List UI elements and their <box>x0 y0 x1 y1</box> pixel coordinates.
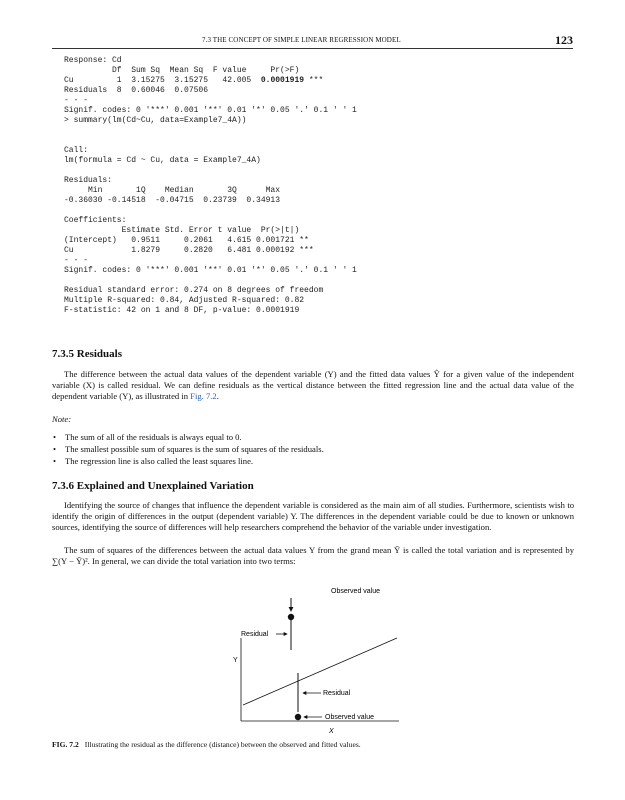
code-line: Residual standard error: 0.274 on 8 degrees of freedom <box>64 286 324 295</box>
code-line: (Intercept) 0.9511 0.2061 4.615 0.001721 ** <box>64 236 309 245</box>
code-line: Coefficients: <box>64 216 127 225</box>
observed-point-top <box>288 614 294 620</box>
axis-y-label: Y <box>233 657 238 664</box>
label-observed-value-top: Observed value <box>331 588 381 595</box>
label-observed-value-bottom: Observed value <box>325 714 375 721</box>
running-header <box>52 33 573 47</box>
code-line: F-statistic: 42 on 1 and 8 DF, p-value: 0.0001919 <box>64 306 300 315</box>
paragraph-variation-2: The sum of squares of the differences between the actual data values Y from the grand mean Ȳ is called the total variation and is represented by ∑(Y − Ȳ)². In general, we can divide the total variation into two terms: <box>52 545 574 566</box>
code-line: Residuals: <box>64 176 113 185</box>
list-item: • The regression line is also called the least squares line. <box>52 455 324 467</box>
list-item: • The smallest possible sum of squares is the sum of squares of the residuals. <box>52 443 324 455</box>
caption-text: Illustrating the residual as the difference (distance) between the observed and fitted values. <box>84 740 361 749</box>
code-line: lm(formula = Cd ~ Cu, data = Example7_4A) <box>64 156 261 165</box>
code-line: Signif. codes: 0 '***' 0.001 '**' 0.01 '*' 0.05 '.' 0.1 ' ' 1 <box>64 266 357 275</box>
regression-line <box>243 638 397 705</box>
running-title: 7.3 THE CONCEPT OF SIMPLE LINEAR REGRESSION MODEL <box>202 36 401 44</box>
list-item: • The sum of all of the residuals is always equal to 0. <box>52 431 324 443</box>
code-line: Min 1Q Median 3Q Max <box>64 186 281 195</box>
section-heading-variation: 7.3.6 Explained and Unexplained Variation <box>52 480 254 492</box>
code-line: Residuals 8 0.60046 0.07506 <box>64 86 209 95</box>
page-number: 123 <box>555 33 573 47</box>
label-residual-top: Residual <box>241 631 269 638</box>
label-residual-bottom: Residual <box>323 690 351 697</box>
caption-label: FIG. 7.2 <box>52 740 79 749</box>
code-block-summary <box>64 146 357 316</box>
figure-link[interactable]: Fig. 7.2 <box>190 391 217 401</box>
code-line: -0.36030 -0.14518 -0.04715 0.23739 0.34913 <box>64 196 281 205</box>
paragraph-end: . <box>216 391 219 401</box>
bold-p-value: 0.0001919 <box>260 76 305 85</box>
residual-figure <box>225 578 415 738</box>
code-line: > summary(lm(Cd~Cu, data=Example7_4A)) <box>64 116 247 125</box>
bullet-list <box>52 431 324 467</box>
code-line: Call: <box>64 146 89 155</box>
code-line: - - - <box>64 96 89 105</box>
code-line: Signif. codes: 0 '***' 0.001 '**' 0.01 '*' 0.05 '.' 0.1 ' ' 1 <box>64 106 357 115</box>
paragraph-variation-1: Identifying the source of changes that influence the dependent variable is considered as the main aim of all studies. Furthermore, scientists wish to identify the origin of differences in the output (dependent variable) Y. The differences in the dependent variable could be due to known or unknown sources, identifying the source of differences will help researchers comprehend the behavior of the variable under investigation. <box>52 500 574 532</box>
paragraph-text: The difference between the actual data values of the dependent variable (Y) and the fitted data values Ŷ for a given value of the independent variable (X) is called residual. We can define residuals as the vertical distance between the fitted regression line and the actual data value of the dependent variable (Y), as illustrated in <box>52 369 574 401</box>
code-block-anova <box>64 56 357 126</box>
paragraph-residuals <box>52 369 574 402</box>
code-line: Cu 1 3.15275 3.15275 42.005 0.0001919 *** <box>64 76 324 85</box>
code-line: Cu 1.8279 0.2820 6.481 0.000192 *** <box>64 246 314 255</box>
axis-x-label: X <box>329 728 334 735</box>
observed-point-bottom <box>295 714 301 720</box>
figure-caption <box>52 740 361 749</box>
header-rule <box>52 48 573 49</box>
code-line: Multiple R-squared: 0.84, Adjusted R-squared: 0.82 <box>64 296 305 305</box>
note-label: Note: <box>52 414 72 424</box>
code-line: Df Sum Sq Mean Sq F value Pr(>F) <box>64 66 300 75</box>
code-line: - - - <box>64 256 89 265</box>
code-line: Estimate Std. Error t value Pr(>|t|) <box>64 226 300 235</box>
code-line: Response: Cd <box>64 56 122 65</box>
section-heading-residuals: 7.3.5 Residuals <box>52 348 122 360</box>
